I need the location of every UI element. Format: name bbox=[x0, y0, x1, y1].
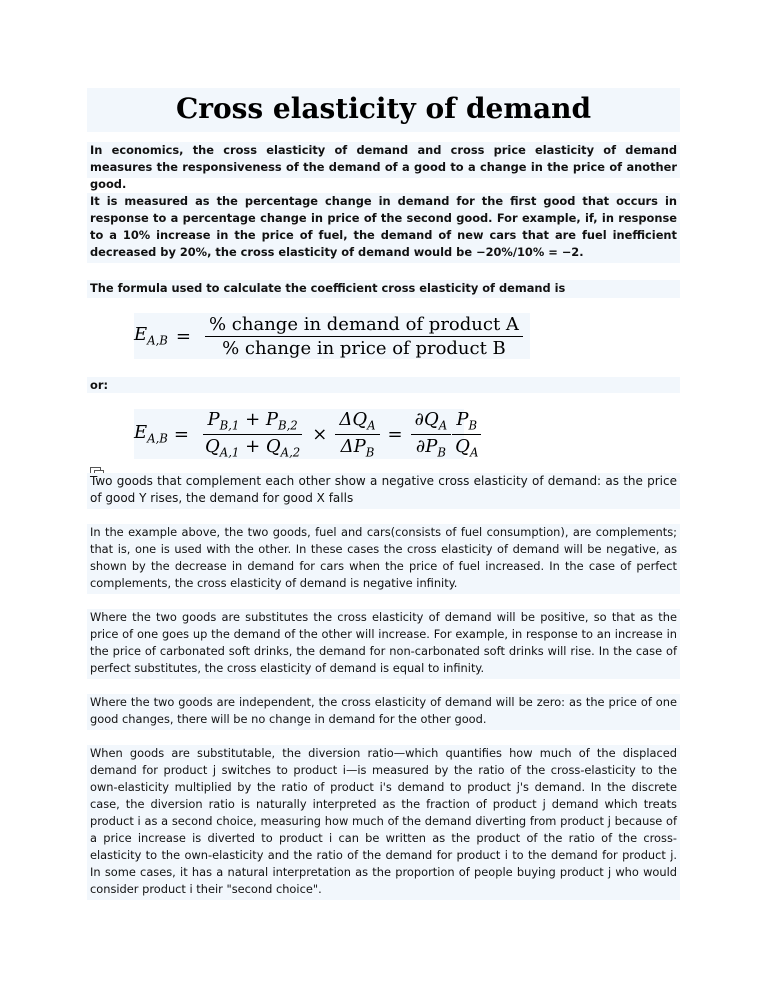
paragraph-substitutes: Where the two goods are substitutes the cross elasticity of demand will be positive, so that as the price of one goes up the demand of the other will increase. For example, in response to an increase in the price of carbonated soft drinks, the demand for non-carbonated soft drinks will rise. In the case of perfect substitutes, the cross elasticity of demand is equal to infinity. bbox=[87, 609, 680, 679]
paragraph-measure: It is measured as the percentage change in demand for the first good that occurs in response to a percentage change in price of the second good. For example, if, in response to a 10% increase in the price of fuel, the demand of new cars that are fuel inefficient decreased by 20%, the cross elasticity of demand would be −20%/10% = −2. bbox=[87, 193, 680, 263]
formula2-equals-second: = bbox=[387, 423, 403, 445]
formula2-delta-numerator: $\Delta Q_A$ bbox=[335, 409, 379, 435]
page-title: Cross elasticity of demand bbox=[87, 88, 680, 132]
formula-midpoint bbox=[134, 408, 479, 460]
formula2-sum-numerator: $P_{B,1} + P_{B,2}$ bbox=[203, 409, 301, 435]
formula2-equals: = bbox=[173, 423, 189, 445]
formula1-lhs: $E_{A,B}$ bbox=[134, 324, 168, 348]
formula2-ratio-denominator: $Q_A$ bbox=[455, 435, 479, 460]
formula1-numerator: % change in demand of product A bbox=[205, 314, 523, 337]
paragraph-or: or: bbox=[87, 377, 680, 393]
formula2-delta-denominator: $\Delta P_B$ bbox=[340, 435, 375, 460]
formula2-fraction-partial bbox=[411, 409, 452, 459]
formula2-fraction-delta bbox=[335, 409, 379, 459]
formula1-denominator: % change in price of product B bbox=[222, 337, 506, 359]
image-placeholder-icon[interactable] bbox=[90, 462, 104, 472]
formula2-partial-denominator: $\partial P_B$ bbox=[415, 435, 446, 460]
paragraph-diversion-ratio: When goods are substitutable, the diversion ratio—which quantifies how much of the displaced demand for product j switches to product i—is measured by the ratio of the cross-elasticity to the own-elasticity multiplied by the ratio of product i's demand to product j's demand. In the discrete case, the diversion ratio is naturally interpreted as the fraction of product j demand which treats product i as a second choice, measuring how much of the demand diverting from product j because of a price increase is diverted to product i can be written as the product of the ratio of the cross-elasticity to the own-elasticity and the ratio of the demand for product i to the demand for product j. In some cases, it has a natural interpretation as the proportion of people buying product j who would consider product i their "second choice". bbox=[87, 745, 680, 900]
paragraph-example: In the example above, the two goods, fuel and cars(consists of fuel consumption), are complements; that is, one is used with the other. In these cases the cross elasticity of demand will be negative, as shown by the decrease in demand for cars when the price of fuel increased. In the case of perfect complements, the cross elasticity of demand is negative infinity. bbox=[87, 524, 680, 594]
paragraph-independent: Where the two goods are independent, the cross elasticity of demand will be zero: as the price of one good changes, there will be no change in demand for the other good. bbox=[87, 694, 680, 730]
formula2-lhs: $E_{A,B}$ bbox=[134, 422, 168, 446]
paragraph-complements: Two goods that complement each other show a negative cross elasticity of demand: as the price of good Y rises, the demand for good X falls bbox=[87, 473, 680, 509]
formula1-fraction bbox=[205, 314, 523, 359]
formula2-sum-denominator: $Q_{A,1} + Q_{A,2}$ bbox=[204, 435, 301, 460]
formula2-times: × bbox=[312, 423, 328, 445]
formula1-equals: = bbox=[175, 325, 191, 347]
formula2-ratio-numerator: $P_B$ bbox=[452, 409, 481, 435]
formula2-fraction-sum bbox=[201, 409, 304, 459]
paragraph-formula-intro: The formula used to calculate the coefficient cross elasticity of demand is bbox=[87, 280, 680, 298]
formula2-partial-numerator: $\partial Q_A$ bbox=[411, 409, 452, 435]
paragraph-intro: In economics, the cross elasticity of demand and cross price elasticity of demand measures the responsiveness of the demand of a good to a change in the price of another good. bbox=[87, 142, 680, 178]
formula-percentage bbox=[134, 313, 530, 359]
formula2-fraction-ratio bbox=[451, 409, 482, 459]
